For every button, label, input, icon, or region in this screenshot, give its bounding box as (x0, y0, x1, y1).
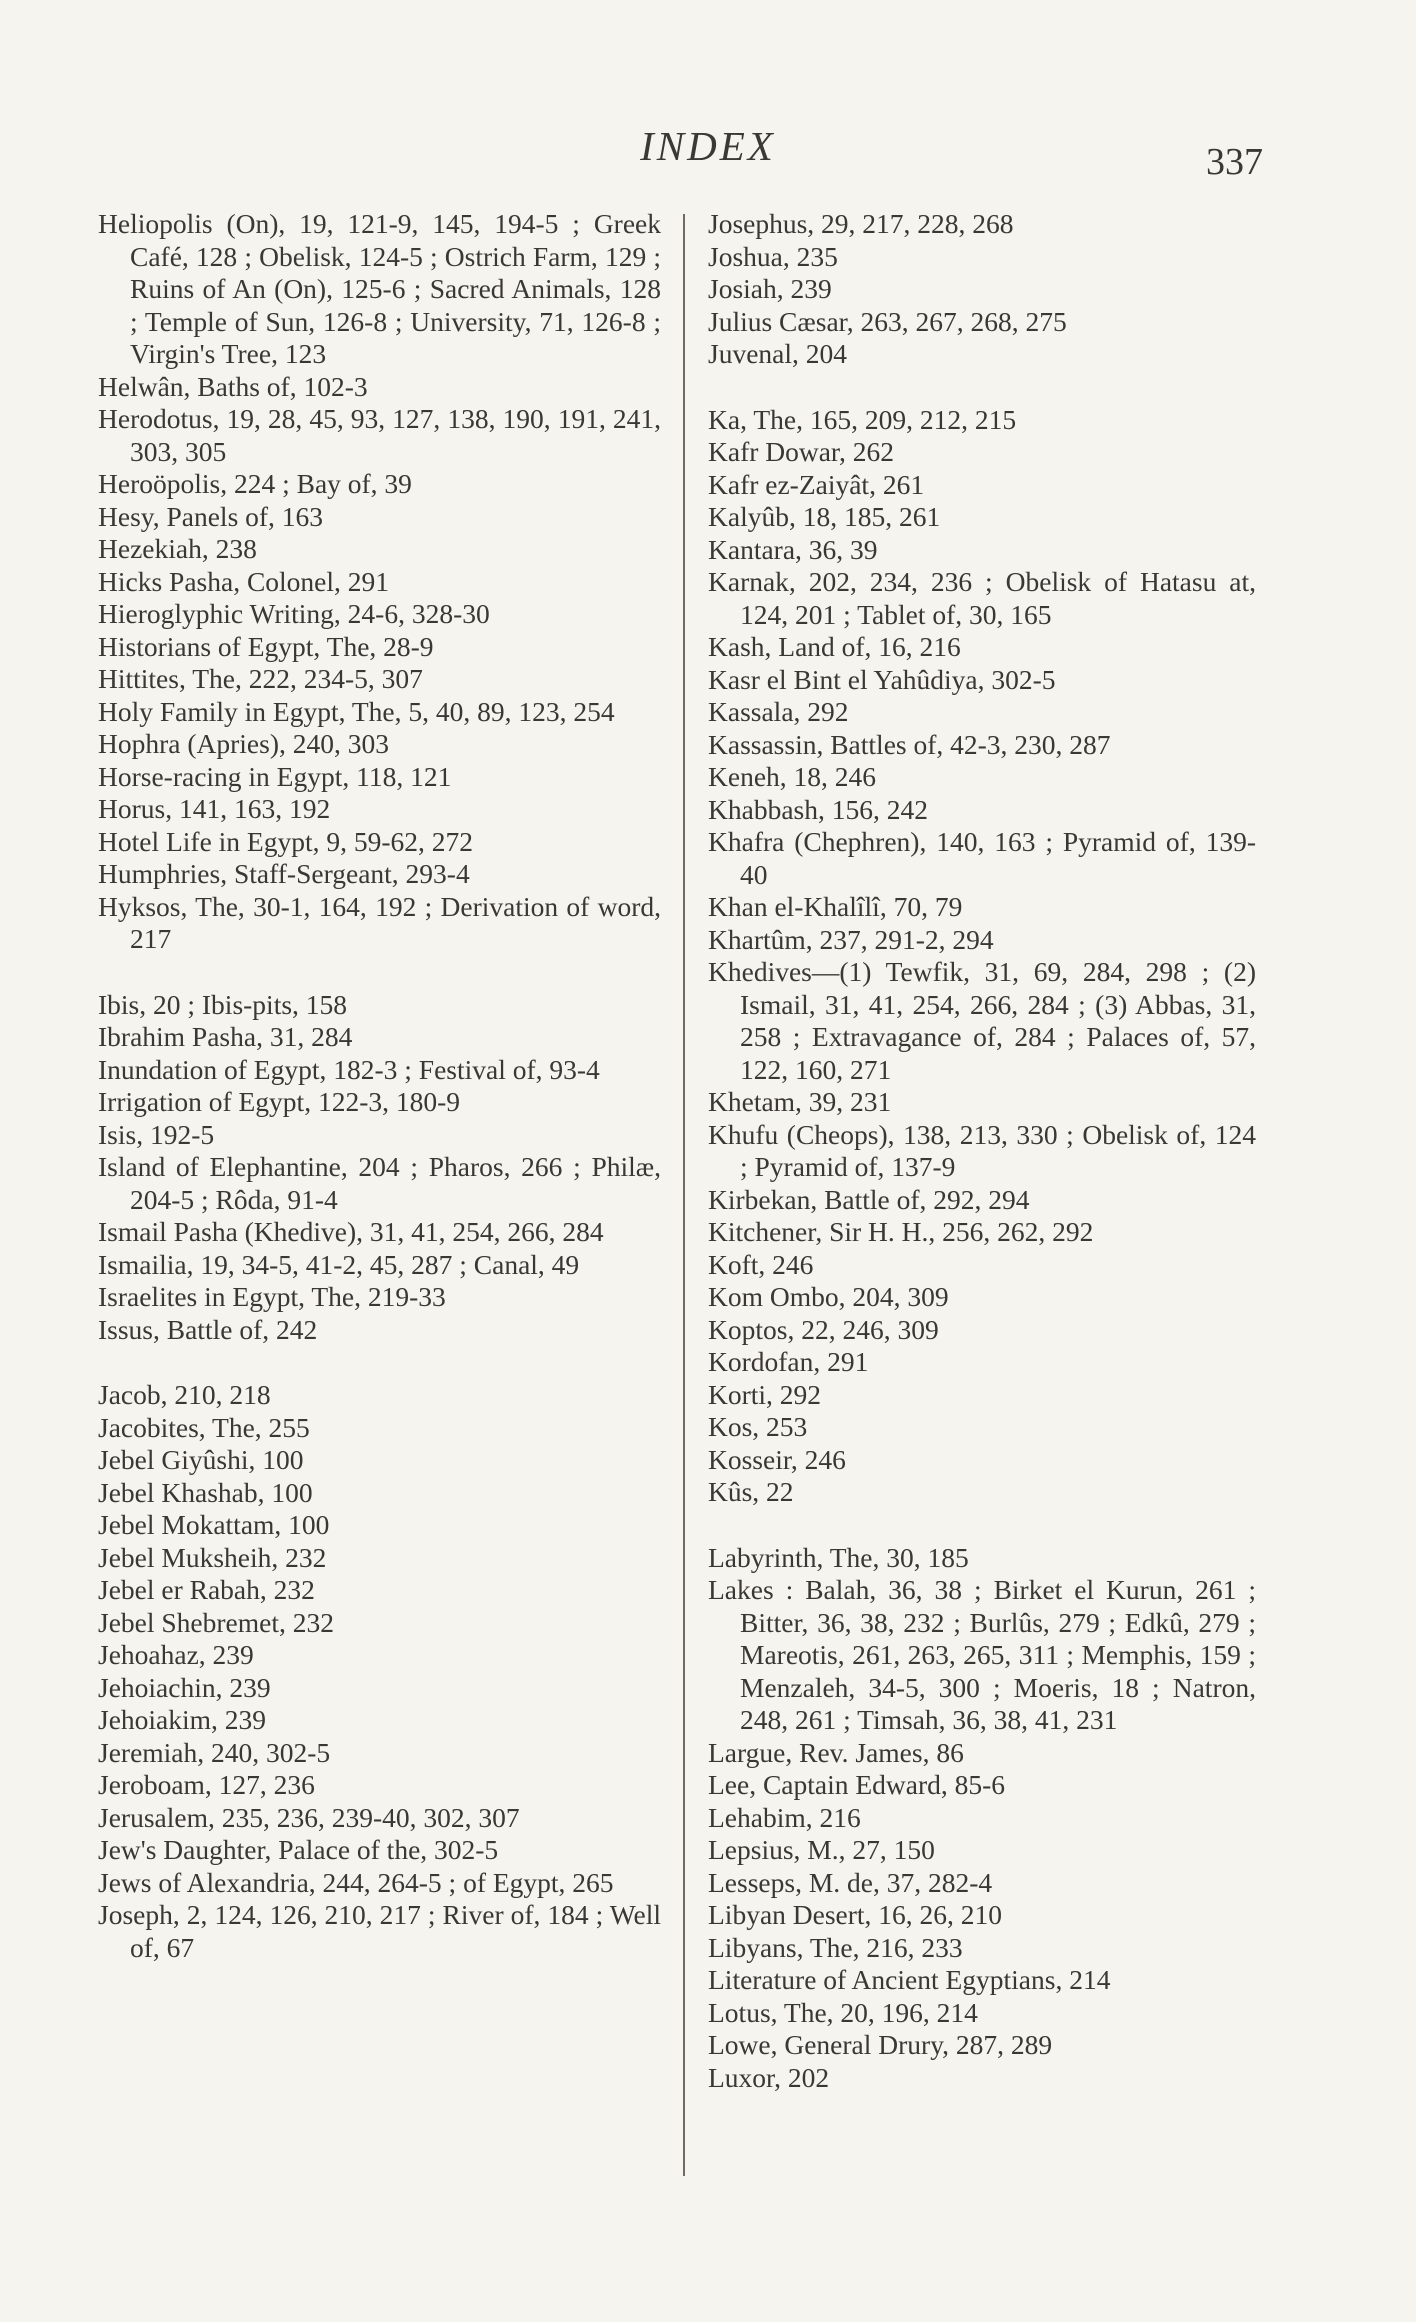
index-entry: Jew's Daughter, Palace of the, 302-5 (98, 1834, 499, 1865)
letter-group-gap (98, 1346, 661, 1379)
letter-group-gap (98, 956, 661, 989)
index-entry: Josiah, 239 (708, 273, 832, 304)
index-entry: Lotus, The, 20, 196, 214 (708, 1996, 978, 2028)
index-entry: Literature of Ancient Egyptians, 214 (708, 1964, 1111, 1995)
index-entry: Julius Cæsar, 263, 267, 268, 275 (708, 305, 1067, 337)
index-entry: Ibrahim Pasha, 31, 284 (98, 1021, 353, 1052)
index-entry: Karnak, 202, 234, 236 ; Obelisk of Hatasu at, 124, 201 ; Tablet of, 30, 165 (708, 566, 1256, 630)
index-entry: Horse-racing in Egypt, 118, 121 (98, 760, 452, 792)
index-entry: Kafr Dowar, 262 (708, 436, 894, 467)
index-entry: Hezekiah, 238 (98, 533, 257, 564)
index-entry: Horus, 141, 163, 192 (98, 793, 331, 824)
index-entry: Jacobites, The, 255 (98, 1411, 310, 1443)
index-entry: Issus, Battle of, 242 (98, 1313, 318, 1345)
index-entry: Kos, 253 (708, 1411, 808, 1442)
index-entry: Kafr ez-Zaiyât, 261 (708, 468, 925, 500)
index-entry: Kassassin, Battles of, 42-3, 230, 287 (708, 728, 1111, 760)
index-entry: Ibis, 20 ; Ibis-pits, 158 (98, 988, 348, 1020)
index-entry: Labyrinth, The, 30, 185 (708, 1541, 969, 1573)
index-entry: Lee, Captain Edward, 85-6 (708, 1769, 1006, 1800)
index-entry: Kordofan, 291 (708, 1346, 869, 1377)
index-entry: Hesy, Panels of, 163 (98, 500, 324, 532)
index-entry: Humphries, Staff-Sergeant, 293-4 (98, 858, 470, 889)
index-entry: Jehoahaz, 239 (98, 1639, 254, 1670)
index-entry: Khetam, 39, 231 (708, 1086, 892, 1117)
index-entry: Libyans, The, 216, 233 (708, 1931, 963, 1963)
index-entry: Kûs, 22 (708, 1476, 794, 1507)
index-entry: Kirbekan, Battle of, 292, 294 (708, 1183, 1030, 1215)
index-entry: Korti, 292 (708, 1378, 822, 1410)
index-entry: Holy Family in Egypt, The, 5, 40, 89, 123, 254 (98, 695, 615, 727)
index-entry: Inundation of Egypt, 182-3 ; Festival of, 93-4 (98, 1053, 600, 1085)
index-entry: Lowe, General Drury, 287, 289 (708, 2029, 1053, 2060)
index-entry: Jews of Alexandria, 244, 264-5 ; of Egypt, 265 (98, 1866, 614, 1898)
index-entry: Jeroboam, 127, 236 (98, 1769, 315, 1800)
index-entry: Irrigation of Egypt, 122-3, 180-9 (98, 1086, 461, 1117)
index-entry: Island of Elephantine, 204 ; Pharos, 266 ; Philæ, 204-5 ; Rôda, 91-4 (98, 1151, 661, 1215)
index-entry: Koptos, 22, 246, 309 (708, 1313, 939, 1345)
index-entry: Ismail Pasha (Khedive), 31, 41, 254, 266, 284 (98, 1216, 604, 1247)
index-entry: Historians of Egypt, The, 28-9 (98, 630, 434, 662)
index-entry: Lehabim, 216 (708, 1801, 861, 1833)
page-number: 337 (1206, 141, 1263, 183)
letter-group-gap (708, 1509, 1256, 1542)
index-entry: Herodotus, 19, 28, 45, 93, 127, 138, 190, 191, 241, 303, 305 (98, 403, 661, 467)
index-entry: Josephus, 29, 217, 228, 268 (708, 208, 1014, 239)
index-entry: Khedives—(1) Tewfik, 31, 69, 284, 298 ; (2) Ismail, 31, 41, 254, 266, 284 ; (3) Abbas, 31, 258 ; Extravagance of, 284 ; Palaces of, 57, 122, 160, 271 (708, 956, 1256, 1085)
index-entry: Jebel Mokattam, 100 (98, 1509, 330, 1540)
page-title: INDEX (640, 123, 776, 169)
index-entry: Jehoiakim, 239 (98, 1704, 267, 1735)
index-entry: Kantara, 36, 39 (708, 533, 878, 565)
index-entry: Jebel Shebremet, 232 (98, 1606, 334, 1638)
index-entry: Hyksos, The, 30-1, 164, 192 ; Derivation of word, 217 (98, 890, 661, 954)
index-entry: Hittites, The, 222, 234-5, 307 (98, 663, 423, 694)
index-entry: Israelites in Egypt, The, 219-33 (98, 1281, 446, 1312)
index-entry: Hieroglyphic Writing, 24-6, 328-30 (98, 598, 490, 629)
index-entry: Kom Ombo, 204, 309 (708, 1281, 949, 1312)
index-entry: Koft, 246 (708, 1248, 814, 1280)
column-divider (683, 214, 685, 2176)
index-entry: Joshua, 235 (708, 240, 838, 272)
index-entry: Largue, Rev. James, 86 (708, 1736, 964, 1768)
index-entry: Kalyûb, 18, 185, 261 (708, 501, 941, 532)
index-entry: Jehoiachin, 239 (98, 1671, 271, 1703)
index-entry: Kassala, 292 (708, 696, 849, 727)
index-entry: Luxor, 202 (708, 2061, 830, 2093)
index-entry: Kash, Land of, 16, 216 (708, 631, 961, 662)
index-entry: Keneh, 18, 246 (708, 761, 877, 792)
index-column-right (708, 208, 1256, 2094)
index-entry: Libyan Desert, 16, 26, 210 (708, 1899, 1003, 1930)
index-entry: Ka, The, 165, 209, 212, 215 (708, 403, 1017, 435)
index-entry: Jebel Khashab, 100 (98, 1476, 313, 1508)
index-entry: Khabbash, 156, 242 (708, 793, 928, 825)
index-entry: Heroöpolis, 224 ; Bay of, 39 (98, 468, 412, 499)
index-entry: Jebel er Rabah, 232 (98, 1574, 315, 1605)
index-entry: Heliopolis (On), 19, 121-9, 145, 194-5 ; Greek Café, 128 ; Obelisk, 124-5 ; Ostrich Farm, 129 ; Ruins of An (On), 125-6 ; Sacred Animals, 128 ; Temple of Sun, 126-8 ; University, 71, 126-8 ; Virgin's Tree, 123 (98, 208, 661, 369)
index-entry: Khufu (Cheops), 138, 213, 330 ; Obelisk of, 124 ; Pyramid of, 137-9 (708, 1118, 1256, 1182)
index-entry: Isis, 192-5 (98, 1118, 215, 1150)
index-entry: Jacob, 210, 218 (98, 1379, 271, 1410)
index-entry: Hotel Life in Egypt, 9, 59-62, 272 (98, 825, 474, 857)
index-entry: Jerusalem, 235, 236, 239-40, 302, 307 (98, 1801, 520, 1833)
index-entry: Khafra (Chephren), 140, 163 ; Pyramid of, 139-40 (708, 826, 1256, 890)
index-entry: Juvenal, 204 (708, 338, 848, 369)
index-entry: Jeremiah, 240, 302-5 (98, 1736, 331, 1768)
index-entry: Lepsius, M., 27, 150 (708, 1834, 935, 1865)
index-entry: Kitchener, Sir H. H., 256, 262, 292 (708, 1216, 1094, 1247)
index-entry: Khartûm, 237, 291-2, 294 (708, 923, 994, 955)
index-entry: Hicks Pasha, Colonel, 291 (98, 565, 390, 597)
index-entry: Jebel Giyûshi, 100 (98, 1444, 304, 1475)
index-entry: Ismailia, 19, 34-5, 41-2, 45, 287 ; Canal, 49 (98, 1248, 580, 1280)
index-entry: Lakes : Balah, 36, 38 ; Birket el Kurun, 261 ; Bitter, 36, 38, 232 ; Burlûs, 279 ; Edkû, 279 ; Mareotis, 261, 263, 265, 311 ; Memphis, 159 ; Menzaleh, 34-5, 300 ; Moeris, 18 ; Natron, 248, 261 ; Timsah, 36, 38, 41, 231 (708, 1574, 1256, 1735)
index-entry: Lesseps, M. de, 37, 282-4 (708, 1866, 993, 1898)
index-entry: Khan el-Khalîlî, 70, 79 (708, 891, 963, 922)
index-entry: Kasr el Bint el Yahûdiya, 302-5 (708, 663, 1056, 695)
index-column-left (98, 208, 661, 1964)
letter-group-gap (708, 371, 1256, 404)
index-entry: Kosseir, 246 (708, 1443, 846, 1475)
index-entry: Hophra (Apries), 240, 303 (98, 728, 389, 759)
index-entry: Helwân, Baths of, 102-3 (98, 370, 368, 402)
index-entry: Jebel Muksheih, 232 (98, 1541, 327, 1573)
index-entry: Joseph, 2, 124, 126, 210, 217 ; River of, 184 ; Well of, 67 (98, 1899, 661, 1963)
